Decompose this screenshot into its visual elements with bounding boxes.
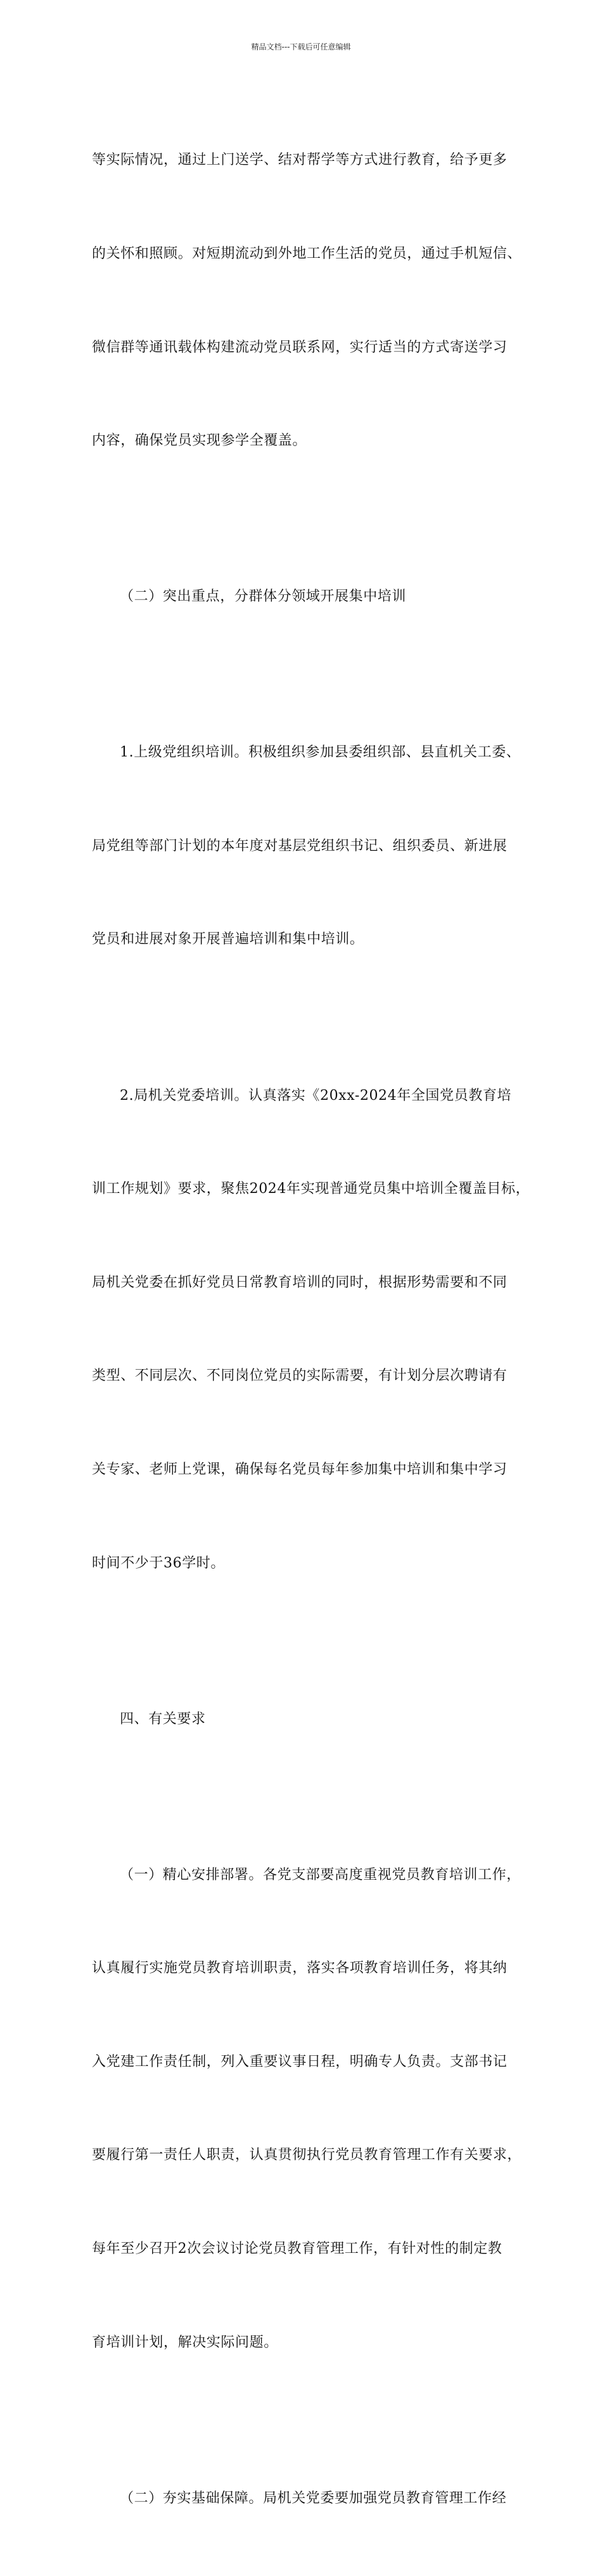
document-body [92,82,530,2576]
page-header: 精品文档---下载后可任意编辑 [251,42,351,51]
text-line: 的关怀和照顾。对短期流动到外地工作生活的党员，通过手机短信、 [92,246,522,262]
paragraph-continuation [92,82,522,519]
paragraph-item-1 [92,675,521,1017]
text-line: 要履行第一责任人职责，认真贯彻执行党员教育管理工作有关要求， [92,2147,522,2164]
section-heading-2 [92,519,513,675]
text-line: （二）夯实基础保障。局机关党委要加强党员教育管理工作经 [120,2490,507,2506]
text-line: 认真履行实施党员教育培训职责，落实各项教育培训任务，将其纳 [92,1960,508,1977]
text-line: 类型、不同层次、不同岗位党员的实际需要，有计划分层次聘请有 [92,1368,508,1384]
text-line: 局机关党委在抓好党员日常教育培训的同时，根据形势需要和不同 [92,1274,508,1291]
text-line: 时间不少于36学时。 [92,1555,225,1571]
text-line: 每年至少召开2次会议讨论党员教育管理工作，有针对性的制定教 [92,2241,503,2257]
text-line: 入党建工作责任制，列入重要议事日程，明确专人负责。支部书记 [92,2053,508,2070]
text-line: 内容，确保党员实现参学全覆盖。 [92,433,307,449]
paragraph-item-2 [92,1017,530,1641]
text-line: 2.局机关党委培训。认真落实《20xx-2024年全国党员教育培 [120,1087,512,1104]
paragraph-requirement-1 [92,1797,522,2420]
text-line: 1.上级党组织培训。积极组织参加县委组织部、县直机关工委、 [120,744,521,761]
text-line: （一）精心安排部署。各党支部要高度重视党员教育培训工作， [120,1866,521,1883]
text-line: 训工作规划》要求，聚焦2024年实现普通党员集中培训全覆盖目标， [92,1181,530,1197]
text-line: 关专家、老师上党课，确保每名党员每年参加集中培训和集中学习 [92,1461,508,1477]
paragraph-requirement-2 [92,2420,513,2576]
text-line: （二）突出重点，分群体分领域开展集中培训 [120,589,407,605]
text-line: 微信群等通讯载体构建流动党员联系网，实行适当的方式寄送学习 [92,339,508,355]
section-heading-4 [92,1641,513,1797]
text-line: 局党组等部门计划的本年度对基层党组织书记、组织委员、新进展 [92,838,508,854]
text-line: 育培训计划，解决实际问题。 [92,2334,278,2350]
text-line: 等实际情况，通过上门送学、结对帮学等方式进行教育，给予更多 [92,152,508,169]
text-line: 党员和进展对象开展普遍培训和集中培训。 [92,931,364,948]
text-line: 四、有关要求 [120,1711,206,1727]
